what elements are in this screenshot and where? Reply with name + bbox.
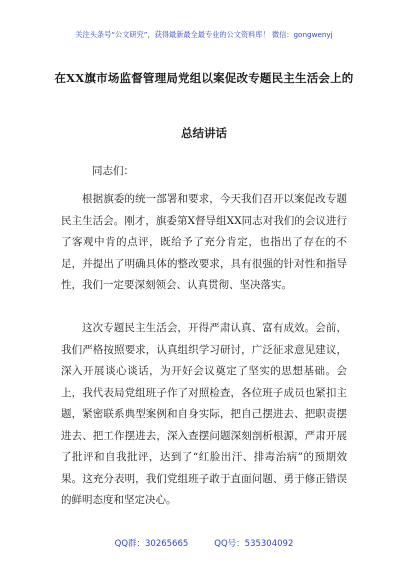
salutation: 同志们： — [92, 165, 134, 177]
footer-qq-group: QQ群：30265665 — [114, 539, 189, 549]
footer-contact — [0, 537, 408, 549]
header-banner: 关注头条号“公文研究”，获得最新最全最专业的公文资料库！ 微信：gongwenyj — [75, 30, 333, 39]
document-title: 在XX旗市场监督管理局党组以案促改专题民主生活会上的 — [54, 71, 354, 85]
document-subtitle: 总结讲话 — [181, 126, 227, 140]
footer-qq-number: QQ号：535304092 — [214, 539, 294, 549]
paragraph-2: 这次专题民主生活会，开得严肃认真、富有成效。会前，我们严格按照要求，认真组织学习研讨，广泛征求意见建议，深入开展谈心谈话，为开好会议奠定了坚实的思想基础。会上，我代表局党组班子作了对照检查，各位班子成员也紧扣主题，紧密联系典型案例和自身实际，把自己摆进去、把职责摆进去、把工作摆进去，深入查摆问题深刻剖析根源，严肃开展了批评和自我批评，达到了“红脸出汗、排毒治病”的预期效果。这充分表明，我们党组班子敢于直面问题、勇于修正错误的鲜明态度和坚定决心。 — [61, 322, 347, 506]
paragraph-1: 根据旗委的统一部署和要求，今天我们召开以案促改专题民主生活会。刚才，旗委第X督导组XX同志对我们的会议进行了客观中肯的点评，既给予了充分肯定，也指出了存在的不足，并提出了明确具体的整改要求，具有很强的针对性和指导性，我们一定要深刻领会、认真贯彻、坚决落实。 — [61, 193, 347, 291]
